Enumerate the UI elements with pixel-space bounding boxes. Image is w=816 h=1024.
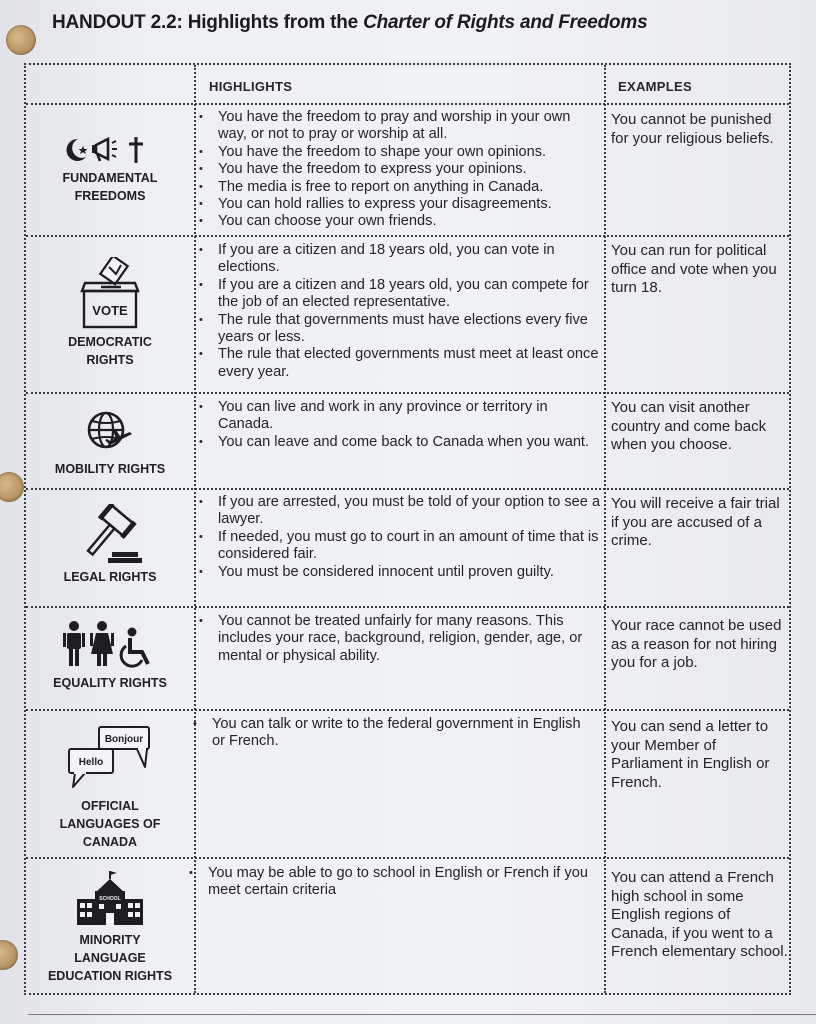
list-item: • If you are arrested, you must be told of your option to see a lawyer. — [196, 494, 602, 529]
list-item: • You can live and work in any province or territory in Canada. — [196, 399, 602, 434]
list-item: • The rule that elected governments must meet at least once every year. — [196, 346, 602, 381]
table-row — [26, 235, 789, 394]
table-row — [26, 392, 789, 490]
list-item: • If you are a citizen and 18 years old, you can vote in elections. — [196, 242, 602, 277]
highlights-list — [196, 109, 602, 231]
category-cell — [26, 869, 194, 985]
school-building-icon — [75, 869, 145, 927]
speech-bubbles-icon — [65, 723, 155, 793]
list-item: • You have the freedom to shape your own opinions. — [196, 144, 602, 161]
list-item: • You must be considered innocent until proven guilty. — [196, 564, 602, 581]
list-item: • You can leave and come back to Canada when you want. — [196, 434, 602, 451]
category-label: MOBILITY RIGHTS — [54, 462, 166, 476]
category-label: FUNDAMENTAL FREEDOMS — [62, 171, 158, 203]
page-title — [52, 12, 647, 34]
binder-hole — [6, 25, 36, 55]
highlights-list — [196, 242, 602, 381]
list-item: • The rule that governments must have elections every five years or less. — [196, 312, 602, 347]
list-item: • You can talk or write to the federal government in English or French. — [190, 716, 596, 751]
example-cell: You can visit another country and come back when you choose. — [611, 399, 767, 454]
list-item: • If you are a citizen and 18 years old, you can compete for the job of an elected representative. — [196, 277, 602, 312]
example-cell: Your race cannot be used as a reason for not hiring you for a job. — [611, 617, 782, 672]
category-cell — [26, 504, 194, 586]
category-cell — [26, 723, 194, 851]
category-cell — [26, 135, 194, 205]
example-cell: You will receive a fair trial if you are accused of a crime. — [611, 495, 780, 550]
highlights-list — [196, 613, 602, 665]
title-italic-text: Charter of Rights and Freedoms — [363, 12, 648, 33]
category-cell — [26, 257, 194, 369]
people-accessibility-icon — [62, 620, 158, 668]
list-item: • The media is free to report on anything in Canada. — [196, 179, 602, 196]
category-label: DEMOCRATIC RIGHTS — [68, 335, 152, 367]
category-label: LEGAL RIGHTS — [63, 570, 157, 584]
highlights-list — [186, 865, 592, 900]
religion-symbols-icon — [64, 135, 156, 165]
list-item: • You can hold rallies to express your disagreements. — [196, 196, 602, 213]
table-row — [26, 488, 789, 608]
rights-table — [24, 63, 791, 995]
table-row — [26, 857, 789, 993]
example-cell: You can attend a French high school in some English regions of Canada, if you went to a French elementary school. — [611, 869, 788, 961]
gavel-icon — [78, 504, 142, 564]
table-row — [26, 103, 789, 237]
category-label: MINORITY LANGUAGE EDUCATION RIGHTS — [47, 933, 173, 983]
binder-hole — [0, 940, 18, 970]
list-item: • You have the freedom to pray and worship in your own way, or not to pray or worship at all. — [196, 109, 602, 144]
list-item: • If needed, you must go to court in an amount of time that is considered fair. — [196, 529, 602, 564]
table-row — [26, 709, 789, 859]
example-cell: You can run for political office and vote when you turn 18. — [611, 242, 777, 297]
list-item: • You have the freedom to express your opinions. — [196, 161, 602, 178]
highlights-list — [190, 716, 596, 751]
header-highlights: HIGHLIGHTS — [209, 79, 293, 94]
list-item: • You can choose your own friends. — [196, 213, 602, 230]
header-examples: EXAMPLES — [618, 79, 692, 94]
example-cell: You cannot be punished for your religious beliefs. — [611, 111, 774, 147]
table-row — [26, 606, 789, 711]
globe-plane-icon — [86, 408, 134, 454]
title-text: HANDOUT 2.2: Highlights from the — [52, 12, 364, 33]
table-header-row — [26, 65, 789, 105]
ballot-box-icon — [79, 257, 141, 329]
bubble-text-bonjour: Bonjour — [104, 734, 144, 745]
highlights-list — [196, 399, 602, 451]
list-item: • You cannot be treated unfairly for many reasons. This includes your race, background, religion, gender, age, or mental or physical ability. — [196, 613, 602, 665]
example-cell: You can send a letter to your Member of Parliament in English or French. — [611, 718, 770, 791]
category-label: EQUALITY RIGHTS — [53, 676, 167, 690]
category-cell — [26, 408, 194, 478]
list-item: • You may be able to go to school in English or French if you meet certain criteria — [186, 865, 592, 900]
category-cell — [26, 620, 194, 692]
ballot-box-label: VOTE — [92, 303, 128, 318]
highlights-list — [196, 494, 602, 581]
binder-hole — [0, 472, 24, 502]
page-bottom-rule — [28, 1014, 816, 1015]
category-label: OFFICIAL LANGUAGES OF CANADA — [59, 799, 161, 849]
school-sign-text: SCHOOL — [99, 896, 121, 902]
bubble-text-hello: Hello — [78, 757, 104, 768]
